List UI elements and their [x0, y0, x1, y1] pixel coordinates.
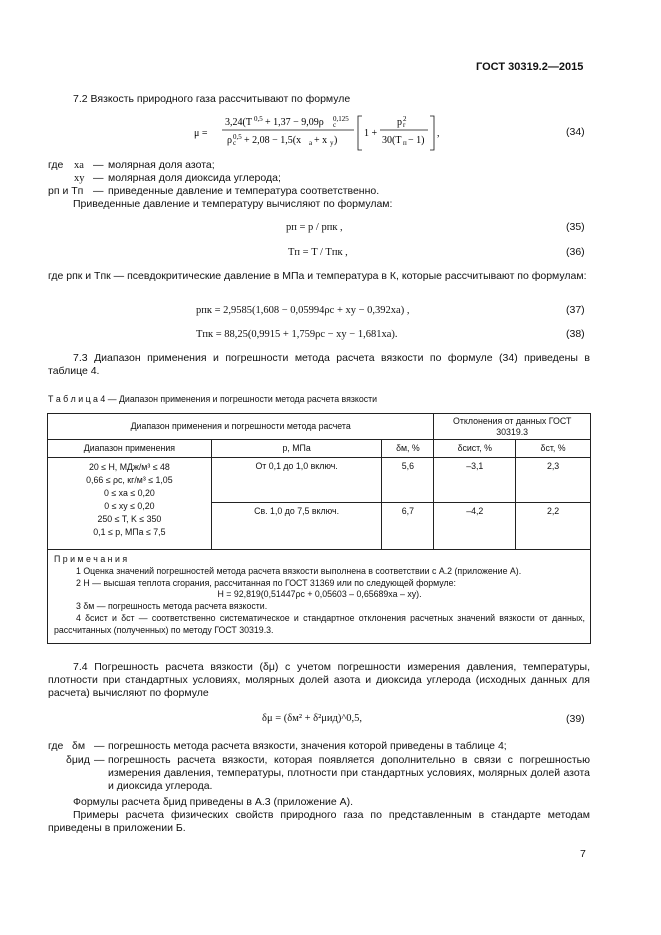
note-2-formula: H = 92,819(0,51447ρc + 0,05603 – 0,65689xa – xy).: [217, 589, 422, 600]
symbol-delta-mu-id: δμид: [66, 754, 90, 766]
pressure-cell: От 0,1 до 1,0 включ.: [211, 458, 382, 503]
table-4: [47, 413, 591, 644]
delta-m-cell: 5,6: [382, 458, 434, 503]
document-standard-number: ГОСТ 30319.2—2015: [476, 61, 584, 73]
reduced-intro: Приведенные давление и температуру вычисляют по формулам:: [73, 198, 393, 210]
where-text-pp-tp: приведенные давление и температура соответственно.: [108, 185, 380, 197]
formula-36: Tп = T / Tпк ,: [288, 247, 348, 258]
where-label-2: где: [48, 740, 64, 752]
svg-text:п: п: [403, 139, 407, 147]
column-delta-m: δм, %: [382, 440, 434, 458]
note-2: 2 H — высшая теплота сгорания, рассчитанная по ГОСТ 31369 или по следующей формуле:: [76, 577, 456, 588]
svg-text:+ 1,37 − 9,09ρ: + 1,37 − 9,09ρ: [265, 117, 324, 128]
examples-reference: Примеры расчета физических свойств природного газа по представленным в стандарте методам приведены в приложении Б.: [48, 809, 590, 834]
where-label: где: [48, 159, 64, 171]
note-4: 4 δсист и δст — соответственно систематическое и стандартное отклонения расчетных значений вязкости от данных, рассчитанных (полученных) по методу ГОСТ 30319.3.: [54, 612, 585, 635]
svg-text:r: r: [403, 121, 406, 129]
symbol-delta-m: δм: [72, 740, 86, 752]
svg-text:): ): [334, 135, 338, 146]
svg-text:0,5: 0,5: [233, 133, 242, 141]
column-delta-st: δст, %: [516, 440, 591, 458]
where-dash-4: —: [94, 740, 105, 752]
section-7-4-text: 7.4 Погрешность расчета вязкости (δμ) с учетом погрешности измерения давления, температуры, плотности при стандартных условиях, молярных долей азота и диоксида углерода (исходных данных для расчета) вычисляют по формуле: [48, 661, 590, 699]
where-text-delta-mu-id: погрешность расчета вязкости, которая появляется дополнительно в связи с погрешностью измерения давления, температуры, плотности при стандартных условиях, молярных долей азота и диоксида углерода.: [108, 754, 590, 792]
equation-number-37: (37): [566, 304, 585, 316]
svg-text:+ x: + x: [314, 135, 328, 146]
section-7-3-text: 7.3 Диапазон применения и погрешности метода расчета вязкости по формуле (34) приведены в таблице 4.: [48, 352, 590, 377]
svg-text:2: 2: [403, 115, 407, 123]
where-text-delta-m: погрешность метода расчета вязкости, значения которой приведены в таблице 4;: [108, 740, 507, 752]
svg-text:0,5: 0,5: [254, 115, 263, 123]
svg-text:+ 2,08 − 1,5(x: + 2,08 − 1,5(x: [244, 135, 302, 146]
range-line: 0,66 ≤ ρc, кг/м³ ≤ 1,05: [86, 475, 173, 485]
svg-text:ρ: ρ: [227, 135, 232, 146]
formula-38: Tпк = 88,25(0,9915 + 1,759ρc − xy − 1,681xa).: [196, 329, 398, 340]
column-delta-sist: δсист, %: [434, 440, 516, 458]
formula-39: δμ = (δм² + δ²μид)^0,5,: [262, 713, 363, 724]
svg-text:c: c: [233, 139, 237, 147]
equation-number-36: (36): [566, 246, 585, 258]
svg-text:30(T: 30(T: [382, 135, 402, 146]
note-3: 3 δм — погрешность метода расчета вязкости.: [76, 601, 268, 612]
delta-m-cell: 6,7: [382, 503, 434, 550]
column-range: Диапазон применения: [48, 440, 212, 458]
equation-number-35: (35): [566, 221, 585, 233]
delta-sist-cell: –3,1: [434, 458, 516, 503]
range-line: 0 ≤ xa ≤ 0,20: [104, 488, 155, 498]
svg-text:p: p: [397, 117, 402, 128]
svg-text:0,125: 0,125: [333, 115, 349, 123]
svg-text:c: c: [333, 121, 337, 129]
range-line: 0 ≤ xy ≤ 0,20: [104, 501, 155, 511]
table-notes: [48, 550, 591, 644]
svg-text:μ =: μ =: [194, 128, 208, 139]
where-text-xa: молярная доля азота;: [108, 159, 215, 171]
equation-number-38: (38): [566, 328, 585, 340]
svg-text:y: y: [330, 139, 334, 147]
pseudocritical-explanation: где pпк и Tпк — псевдокритические давление в МПа и температура в К, которые рассчитывают по формулам:: [48, 270, 587, 282]
symbol-xa: xa: [74, 160, 84, 171]
table-header-row-1: [48, 414, 591, 440]
where-dash-1: —: [93, 159, 104, 171]
equation-number-34: (34): [566, 126, 585, 138]
svg-text:− 1): − 1): [408, 135, 425, 146]
column-pressure: p, МПа: [211, 440, 382, 458]
pressure-cell: Св. 1,0 до 7,5 включ.: [211, 503, 382, 550]
header-range-and-errors: Диапазон применения и погрешности метода расчета: [48, 414, 434, 440]
table-4-caption: Т а б л и ц а 4 — Диапазон применения и погрешности метода расчета вязкости: [48, 394, 378, 404]
range-line: 0,1 ≤ p, МПа ≤ 7,5: [93, 527, 166, 537]
svg-text:1 +: 1 +: [364, 128, 378, 139]
table-row: [48, 458, 591, 503]
formulas-reference: Формулы расчета δμид приведены в А.3 (приложение А).: [73, 796, 354, 808]
formula-35: pп = p / pпк ,: [286, 222, 343, 233]
header-deviations: Отклонения от данных ГОСТ 30319.3: [434, 414, 591, 440]
formula-34-graphic: [192, 112, 442, 154]
table-notes-row: [48, 550, 591, 644]
section-7-2-intro: 7.2 Вязкость природного газа рассчитывают по формуле: [73, 93, 351, 105]
note-1: 1 Оценка значений погрешностей метода расчета вязкости выполнена в соответствии с А.2 (приложение А).: [76, 565, 522, 576]
symbol-xy: xy: [74, 173, 85, 184]
where-dash-5: —: [94, 754, 105, 766]
svg-text:a: a: [309, 139, 313, 147]
range-line: 250 ≤ T, K ≤ 350: [97, 514, 162, 524]
delta-st-cell: 2,3: [516, 458, 591, 503]
svg-text:,: ,: [437, 128, 440, 139]
where-dash-2: —: [93, 172, 104, 184]
symbol-pp-tp: pп и Tп: [48, 185, 84, 197]
range-cell: [48, 458, 212, 550]
formula-34: [192, 112, 442, 154]
equation-number-39: (39): [566, 713, 585, 725]
delta-st-cell: 2,2: [516, 503, 591, 550]
formula-37: pпк = 2,9585(1,608 − 0,05994ρc + xy − 0,392xa) ,: [196, 305, 410, 316]
page-number: 7: [580, 848, 586, 860]
table-header-row-2: [48, 440, 591, 458]
svg-text:3,24(T: 3,24(T: [225, 117, 252, 128]
notes-title: П р и м е ч а н и я: [54, 554, 128, 564]
delta-sist-cell: –4,2: [434, 503, 516, 550]
where-text-xy: молярная доля диоксида углерода;: [108, 172, 281, 184]
range-line: 20 ≤ H, МДж/м³ ≤ 48: [88, 462, 170, 472]
where-dash-3: —: [93, 185, 104, 197]
